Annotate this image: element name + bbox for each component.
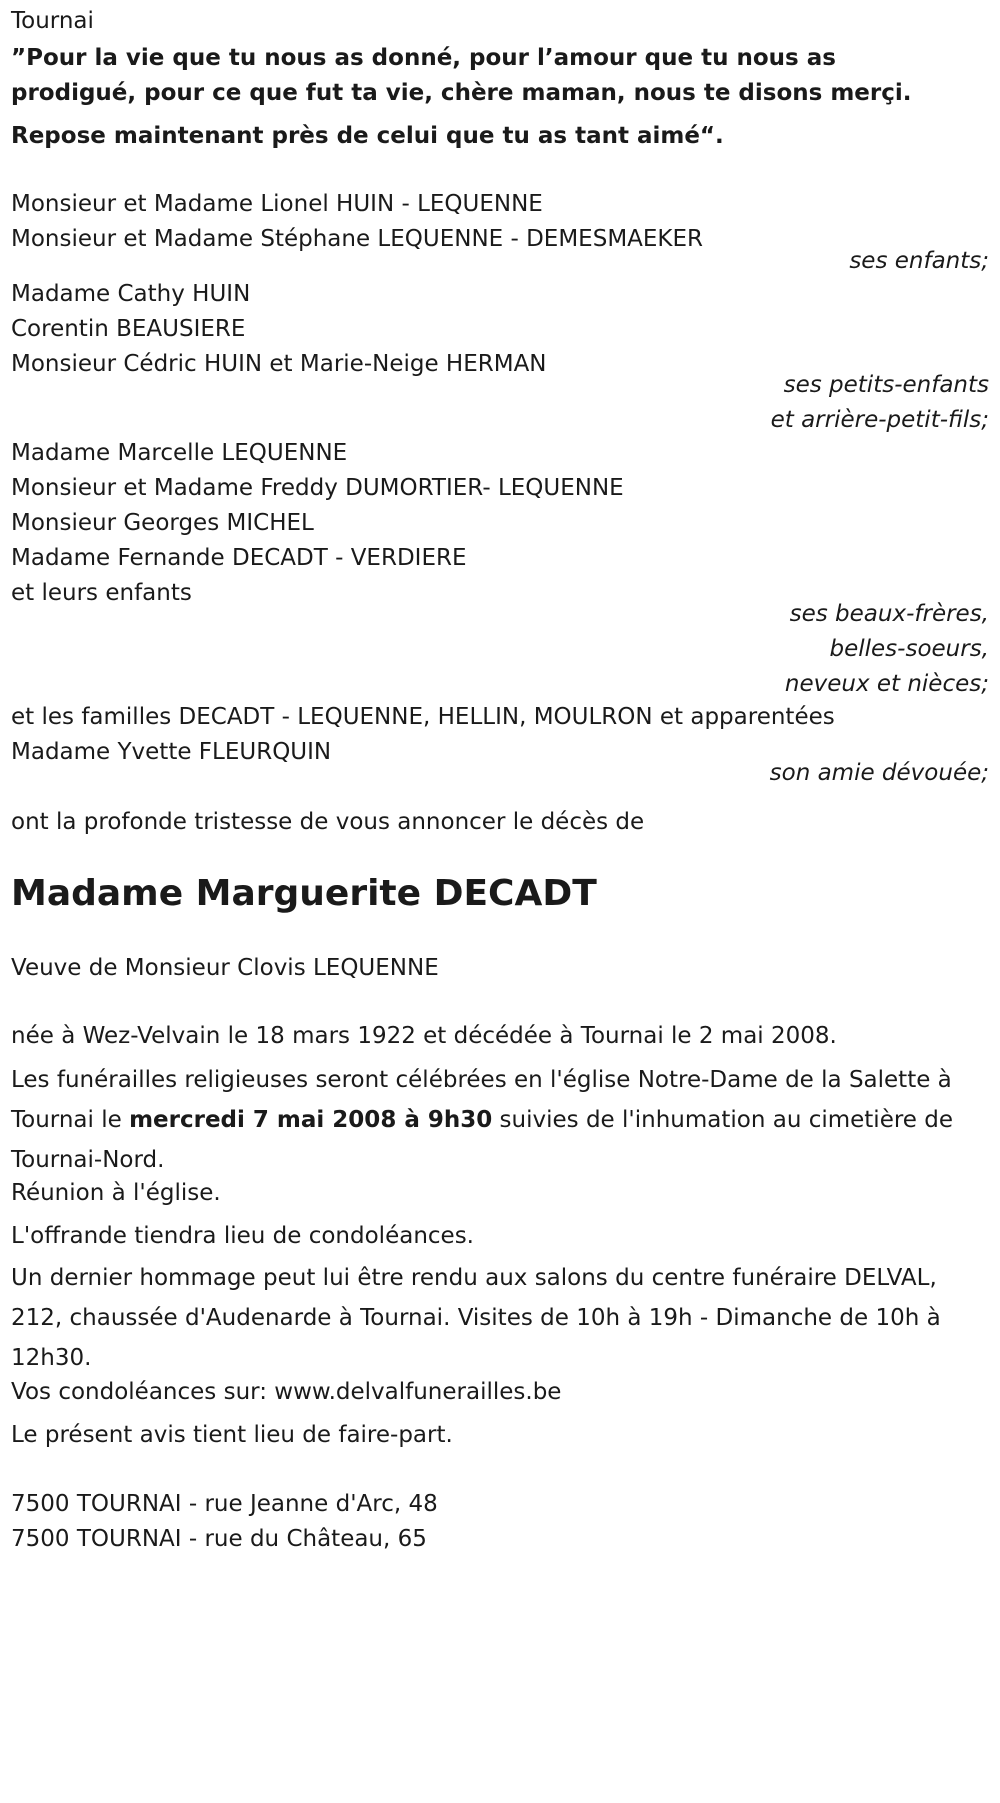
- offering-line: L'offrande tiendra lieu de condoléances.: [11, 1223, 474, 1249]
- inlaws-relation-1: ses beaux-frères,: [789, 601, 989, 627]
- grandchildren-relation-2: et arrière-petit-fils;: [770, 407, 989, 433]
- inlaw-name-5: et leurs enfants: [11, 580, 192, 606]
- widow-of-line: Veuve de Monsieur Clovis LEQUENNE: [11, 955, 439, 981]
- child-name-2: Monsieur et Madame Stéphane LEQUENNE - DEMESMAEKER: [11, 226, 704, 252]
- grandchild-name-2: Corentin BEAUSIERE: [11, 316, 246, 342]
- inlaws-relation-3: neveux et nièces;: [784, 671, 989, 697]
- child-name-1: Monsieur et Madame Lionel HUIN - LEQUENNE: [11, 191, 543, 217]
- grandchild-name-1: Madame Cathy HUIN: [11, 281, 251, 307]
- quote-line-3: Repose maintenant près de celui que tu as tant aimé“.: [11, 123, 724, 149]
- families-line: et les familles DECADT - LEQUENNE, HELLIN, MOULRON et apparentées: [11, 704, 835, 730]
- grandchild-name-3: Monsieur Cédric HUIN et Marie-Neige HERMAN: [11, 351, 547, 377]
- birth-death-line: née à Wez-Velvain le 18 mars 1922 et décédée à Tournai le 2 mai 2008.: [11, 1023, 837, 1049]
- inlaw-name-3: Monsieur Georges MICHEL: [11, 510, 314, 536]
- address-2: 7500 TOURNAI - rue du Château, 65: [11, 1526, 427, 1552]
- friend-relation: son amie dévouée;: [769, 760, 989, 786]
- quote-line-2: prodigué, pour ce que fut ta vie, chère maman, nous te disons merçi.: [11, 80, 912, 106]
- city-heading: Tournai: [11, 8, 94, 34]
- children-relation: ses enfants;: [849, 248, 989, 274]
- funeral-text-before: Les funérailles religieuses seront célébrées en l'église Notre-Dame de la Salette à Tournai le: [11, 1067, 952, 1133]
- announcement-line: ont la profonde tristesse de vous annoncer le décès de: [11, 809, 645, 835]
- funeral-date: mercredi 7 mai 2008 à 9h30: [129, 1107, 493, 1133]
- deceased-name: Madame Marguerite DECADT: [11, 873, 597, 914]
- address-1: 7500 TOURNAI - rue Jeanne d'Arc, 48: [11, 1491, 438, 1517]
- friend-name: Madame Yvette FLEURQUIN: [11, 739, 332, 765]
- funeral-text-after: suivies de l'inhumation au cimetière de Tournai-Nord.: [11, 1107, 954, 1173]
- grandchildren-relation-1: ses petits-enfants: [783, 372, 989, 398]
- inlaws-relation-2: belles-soeurs,: [829, 636, 989, 662]
- funeral-paragraph: [11, 1060, 981, 1180]
- tribute-paragraph: Un dernier hommage peut lui être rendu aux salons du centre funéraire DELVAL, 212, chaussée d'Audenarde à Tournai. Visites de 10h à 19h - Dimanche de 10h à 12h30.: [11, 1265, 941, 1371]
- inlaw-name-1: Madame Marcelle LEQUENNE: [11, 440, 348, 466]
- inlaw-name-2: Monsieur et Madame Freddy DUMORTIER- LEQUENNE: [11, 475, 624, 501]
- meeting-line: Réunion à l'église.: [11, 1180, 221, 1206]
- condolences-line: Vos condoléances sur: www.delvalfunerailles.be: [11, 1379, 562, 1405]
- notice-line: Le présent avis tient lieu de faire-part.: [11, 1422, 453, 1448]
- quote-line-1: ”Pour la vie que tu nous as donné, pour l’amour que tu nous as: [11, 45, 836, 71]
- inlaw-name-4: Madame Fernande DECADT - VERDIERE: [11, 545, 467, 571]
